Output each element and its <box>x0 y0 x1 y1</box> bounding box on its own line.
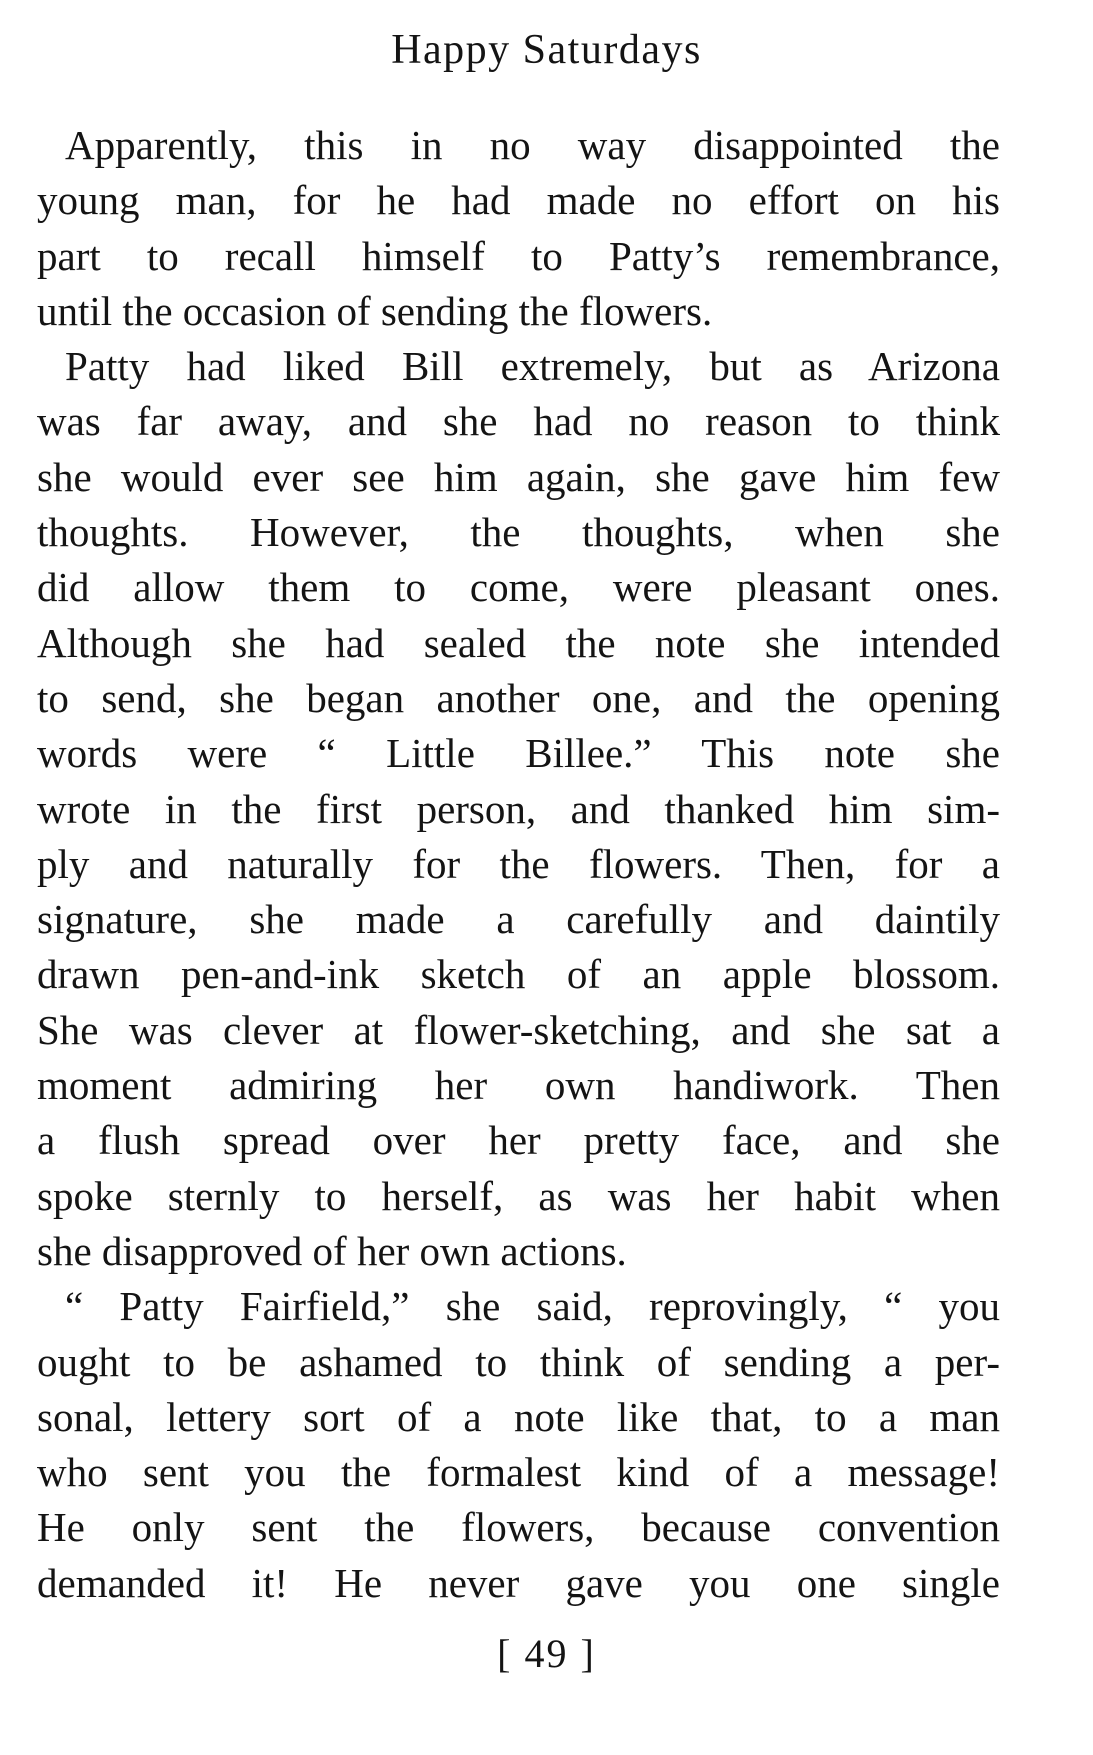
text-line: did allow them to come, were pleasant ones. <box>37 564 1000 611</box>
text-line: Patty had liked Bill extremely, but as Arizona <box>65 343 1000 390</box>
text-line: spoke sternly to herself, as was her habit when <box>37 1172 1000 1219</box>
text-line: He only sent the flowers, because convention <box>37 1504 1000 1551</box>
body-text <box>37 118 1000 1611</box>
text-line: to send, she began another one, and the opening <box>37 674 1000 721</box>
text-line: she would ever see him again, she gave him few <box>37 453 1000 500</box>
page-number: [ 49 ] <box>497 1631 596 1676</box>
text-line: demanded it! He never gave you one single <box>37 1559 1000 1606</box>
text-line: moment admiring her own handiwork. Then <box>37 1062 1000 1109</box>
text-line: wrote in the first person, and thanked him sim- <box>37 785 1000 832</box>
text-line: words were “ Little Billee.” This note she <box>37 730 1000 777</box>
text-line: “ Patty Fairfield,” she said, reprovingly, “ you <box>65 1283 1000 1330</box>
text-line: who sent you the formalest kind of a message! <box>37 1449 1000 1496</box>
text-line: Apparently, this in no way disappointed the <box>65 122 1000 168</box>
text-line: drawn pen-and-ink sketch of an apple blossom. <box>37 951 1000 998</box>
text-line: part to recall himself to Patty’s remembrance, <box>37 232 1000 279</box>
text-line: young man, for he had made no effort on his <box>37 177 1000 224</box>
text-line: She was clever at flower-sketching, and she sat a <box>37 1006 1000 1053</box>
text-line: she disapproved of her own actions. <box>37 1227 627 1274</box>
text-line: thoughts. However, the thoughts, when she <box>37 509 1000 556</box>
text-line: ply and naturally for the flowers. Then, for a <box>37 840 1000 887</box>
text-line: a flush spread over her pretty face, and she <box>37 1117 1000 1164</box>
text-line: sonal, lettery sort of a note like that, to a man <box>37 1393 1000 1440</box>
text-line: ought to be ashamed to think of sending a per- <box>37 1338 1000 1385</box>
text-line: signature, she made a carefully and daintily <box>37 896 1000 943</box>
running-head: Happy Saturdays <box>391 27 702 73</box>
text-line: until the occasion of sending the flowers. <box>37 287 713 334</box>
text-line: was far away, and she had no reason to think <box>37 398 1000 445</box>
text-line: Although she had sealed the note she intended <box>37 619 1000 666</box>
